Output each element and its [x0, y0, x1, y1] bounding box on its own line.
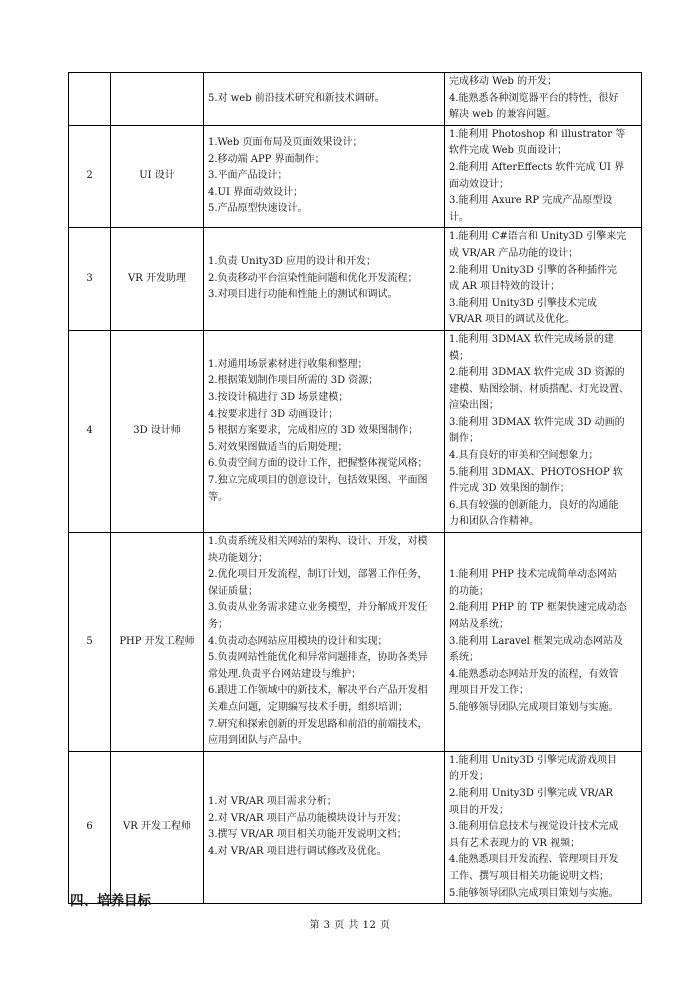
requirement-line: 3.能利用 Axure RP 完成产品原型设: [449, 195, 613, 207]
duty-line: 4.对 VR/AR 项目进行调试修改及优化。: [208, 846, 387, 858]
requirement-line: 成 AR 项目特效的设计；: [449, 281, 561, 293]
duty-line: 1.负责系统及相关网站的架构、设计、开发，对模: [208, 536, 428, 548]
section-title: 四、培养目标: [70, 893, 151, 909]
job-position: PHP 开发工程师: [111, 533, 204, 752]
duty-line: 1.对 VR/AR 项目需求分析；: [208, 796, 337, 808]
duty-line: 4.负责动态网站应用模块的设计和实现；: [208, 635, 388, 647]
requirement-line: 4.能熟悉各种浏览器平台的特性，很好: [449, 92, 619, 104]
duty-line: 3.负责从业务需求建立业务模型，并分解成开发任: [208, 602, 428, 614]
job-duties: [204, 533, 445, 752]
requirement-line: 4.能熟悉项目开发流程、管理项目开发: [449, 854, 619, 866]
row-number: 4: [69, 330, 111, 532]
duty-line: 保证质量；: [208, 585, 258, 597]
requirement-line: 具有艺术表现力的 VR 视频；: [449, 837, 581, 849]
requirement-line: 2.能利用 PHP 的 TP 框架快速完成动态: [449, 602, 627, 614]
job-duties: [204, 125, 445, 228]
requirement-line: 面动效设计；: [449, 178, 509, 190]
duty-line: 5.对 web 前沿技术研究和新技术调研。: [208, 92, 385, 104]
duty-line: 4.UI 界面动效设计；: [208, 186, 304, 198]
duty-line: 3.按设计稿进行 3D 场景建模；: [208, 391, 349, 403]
table-row: [69, 73, 642, 126]
duty-line: 务；: [208, 619, 228, 630]
requirement-line: 的开发；: [449, 771, 489, 783]
requirement-line: 4.能熟悉动态网站开发的流程，有效管: [449, 668, 619, 680]
job-duties: [204, 73, 445, 126]
requirement-line: 件完成 3D 效果图的制作；: [449, 483, 570, 495]
requirement-line: 6.具有较强的创新能力，良好的沟通能: [449, 499, 619, 511]
duty-line: 6.负责空间方面的设计工作，把握整体视觉风格；: [208, 458, 428, 470]
job-duties: [204, 330, 445, 532]
duty-line: 7.独立完成项目的创意设计，包括效果图、平面图: [208, 474, 428, 486]
requirement-line: 力和团队合作精神。: [449, 516, 539, 528]
row-number: 5: [69, 533, 111, 752]
duty-line: 2.负责移动平台渲染性能问题和优化开发流程；: [208, 272, 418, 284]
job-requirements: [445, 125, 642, 228]
duty-line: 3.平面产品设计；: [208, 170, 288, 182]
requirement-line: 制作；: [449, 433, 479, 445]
job-requirements: [445, 533, 642, 752]
job-table-body: [69, 73, 642, 904]
job-position: VR 开发助理: [111, 228, 204, 331]
page-footer: 第 3 页 共 12 页: [309, 920, 391, 931]
requirement-line: 2.能利用 Unity3D 引擎的各种插件完: [449, 264, 618, 276]
requirement-line: 1.能利用 Unity3D 引擎完成游戏项目: [449, 754, 618, 766]
requirement-line: 1.能利用 Photoshop 和 illustrator 等: [449, 128, 626, 140]
requirement-line: 2.能利用 Unity3D 引擎完成 VR/AR: [449, 787, 614, 799]
job-requirements: [445, 751, 642, 903]
duty-line: 1.Web 页面布局及页面效果设计；: [208, 137, 363, 149]
job-duties: [204, 228, 445, 331]
job-requirements: [445, 228, 642, 331]
job-position: UI 设计: [111, 125, 204, 228]
duty-line: 5.对效果图做适当的后期处理；: [208, 441, 348, 453]
requirement-line: 5.能够领导团队完成项目策划与实施。: [449, 701, 619, 713]
table-row: [69, 330, 642, 532]
duty-line: 关难点问题，定期编写技术手册，组织培训；: [208, 701, 408, 713]
duty-line: 4.按要求进行 3D 动画设计；: [208, 408, 339, 420]
row-number: 6: [69, 751, 111, 903]
requirement-line: 3.能利用 Unity3D 引擎技术完成: [449, 297, 598, 309]
requirement-line: 项目的开发；: [449, 804, 509, 816]
duty-line: 应用到团队与产品中。: [208, 735, 308, 747]
duty-line: 2.对 VR/AR 项目产品功能模块设计与开发；: [208, 812, 407, 824]
requirement-line: 5.能够领导团队完成项目策划与实施。: [449, 887, 619, 899]
job-requirements: [445, 330, 642, 532]
requirement-line: 渲染出图；: [449, 400, 499, 412]
requirement-line: 2.能利用 3DMAX 软件完成 3D 资源的: [449, 367, 625, 379]
requirement-line: 3.能利用 3DMAX 软件完成 3D 动画的: [449, 416, 625, 428]
row-number: 3: [69, 228, 111, 331]
requirement-line: 1.能利用 PHP 技术完成简单动态网站: [449, 569, 618, 581]
job-table: [68, 72, 642, 904]
requirement-line: 的功能；: [449, 585, 489, 597]
requirement-line: 系统；: [449, 652, 479, 664]
requirement-line: 3.能利用信息技术与视觉设计技术完成: [449, 821, 619, 833]
job-position: [111, 73, 204, 126]
requirement-line: 1.能利用 3DMAX 软件完成场景的建: [449, 333, 614, 345]
requirement-line: 完成移动 Web 的开发；: [449, 76, 558, 87]
duty-line: 6.跟进工作领域中的新技术，解决平台产品开发相: [208, 685, 428, 697]
duty-line: 2.移动端 APP 界面制作；: [208, 153, 325, 165]
job-position: 3D 设计师: [111, 330, 204, 532]
requirement-line: 工作、撰写项目相关功能说明文档；: [449, 870, 609, 882]
duty-line: 2.优化项目开发流程，制订计划，部署工作任务，: [208, 569, 428, 581]
duty-line: 常处理.负责平台网站建设与维护；: [208, 668, 362, 680]
requirement-line: 计。: [449, 211, 469, 223]
duty-line: 1.对通用场景素材进行收集和整理；: [208, 358, 368, 370]
job-position: VR 开发工程师: [111, 751, 204, 903]
job-requirements: [445, 73, 642, 126]
requirement-line: 1.能利用 C#语言和 Unity3D 引擎来完: [449, 231, 627, 243]
row-number: 2: [69, 125, 111, 228]
table-row: [69, 228, 642, 331]
table-row: [69, 751, 642, 903]
duty-line: 等。: [208, 491, 228, 503]
duty-line: 块功能划分；: [208, 552, 268, 564]
requirement-line: 理项目开发工作；: [449, 685, 529, 697]
row-number: [69, 73, 111, 126]
requirement-line: VR/AR 项目的调试及优化。: [449, 314, 576, 326]
duty-line: 5.产品原型快速设计。: [208, 203, 308, 215]
requirement-line: 解决 web 的兼容问题。: [449, 109, 557, 121]
table-row: [69, 125, 642, 228]
requirement-line: 4.具有良好的审美和空间想象力；: [449, 450, 599, 462]
requirement-line: 3.能利用 Laravel 框架完成动态网站及: [449, 635, 624, 647]
requirement-line: 建模、贴图绘制、材质搭配、灯光设置、: [449, 383, 629, 395]
requirement-line: 成 VR/AR 产品功能的设计；: [449, 247, 579, 259]
duty-line: 5 根据方案要求，完成相应的 3D 效果图制作；: [208, 425, 419, 437]
table-row: [69, 533, 642, 752]
duty-line: 3.对项目进行功能和性能上的测试和调试。: [208, 289, 398, 301]
duty-line: 5.负责网站性能优化和异常问题排查，协助各类异: [208, 652, 428, 664]
requirement-line: 2.能利用 AfterEffects 软件完成 UI 界: [449, 161, 625, 173]
duty-line: 2.根据策划制作项目所需的 3D 资源；: [208, 375, 379, 387]
requirement-line: 5.能利用 3DMAX、PHOTOSHOP 软: [449, 466, 623, 478]
duty-line: 1.负责 Unity3D 应用的设计和开发；: [208, 256, 377, 268]
duty-line: 3.撰写 VR/AR 项目相关功能开发说明文档；: [208, 829, 407, 841]
requirement-line: 软件完成 Web 页面设计；: [449, 145, 568, 157]
requirement-line: 模；: [449, 350, 469, 362]
requirement-line: 网站及系统；: [449, 619, 509, 630]
job-duties: [204, 751, 445, 903]
duty-line: 7.研究和探索创新的开发思路和前沿的前端技术，: [208, 718, 428, 730]
